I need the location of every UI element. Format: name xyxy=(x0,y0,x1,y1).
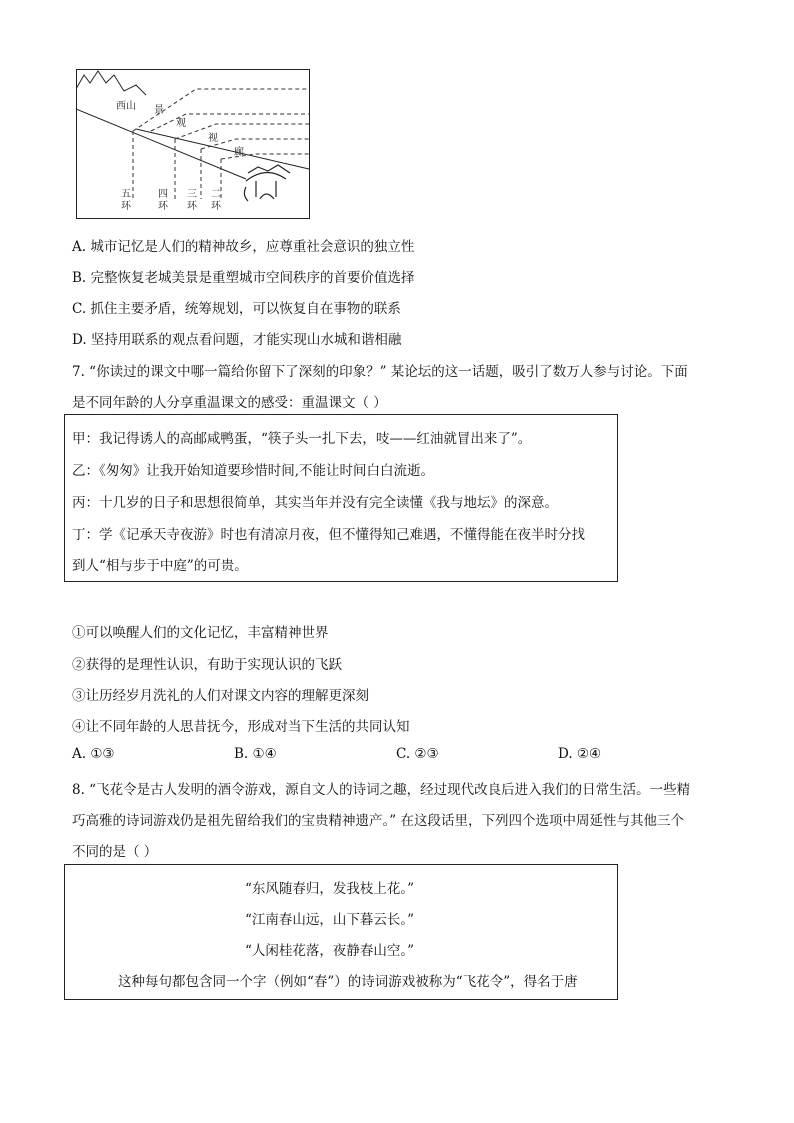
label-xishan: 西山 xyxy=(116,101,136,112)
q7-quote-yi: 乙：《匆匆》让我开始知道要珍惜时间,不能让时间白白流逝。 xyxy=(72,463,435,479)
q7-choice-d: D. ②④ xyxy=(558,746,602,762)
label-shi: 视 xyxy=(208,133,218,144)
q7-statement-4: ④让不同年龄的人思昔抚今，形成对当下生活的共同认知 xyxy=(72,719,410,735)
q8-stem-line-3: 不同的是（ ） xyxy=(72,844,158,860)
q8-explanation: 这种每句都包含同一个字（例如“春”）的诗词游戏被称为“飞花令”，得名于唐 xyxy=(118,974,578,990)
q8-poem-line-2: “江南春山远，山下暮云长。” xyxy=(245,912,415,928)
label-ring4-a: 四 xyxy=(158,189,168,200)
q8-poem-line-1: “东风随春归，发我枝上花。” xyxy=(245,881,415,897)
label-guan: 观 xyxy=(176,118,186,129)
q7-choice-c: C. ②③ xyxy=(396,746,439,762)
q8-stem-line-2: 巧高雅的诗词游戏仍是祖先留给我们的宝贵精神遗产。” 在这段话里，下列四个选项中周延性与其他三个 xyxy=(72,813,684,829)
q6-option-b: B. 完整恢复老城美景是重塑城市空间秩序的首要价值选择 xyxy=(72,270,415,286)
figure-svg xyxy=(76,69,310,219)
label-ring2-b: 环 xyxy=(211,201,221,212)
label-lang: 廊 xyxy=(234,147,244,158)
q6-option-a: A. 城市记忆是人们的精神故乡，应尊重社会意识的独立性 xyxy=(72,239,415,255)
q7-stem-line-2: 是不同年龄的人分享重温课文的感受：重温课文（ ） xyxy=(72,395,387,411)
q8-poem-line-3: “人闲桂花落，夜静春山空。” xyxy=(245,943,415,959)
q7-quote-ding-1: 丁：学《记承天寺夜游》时也有清凉月夜，但不懂得知己难遇，不懂得能在夜半时分找 xyxy=(72,527,585,543)
q7-statement-2: ②获得的是理性认识，有助于实现认识的飞跃 xyxy=(72,657,342,673)
q7-choice-a: A. ①③ xyxy=(72,746,115,762)
label-ring3-b: 环 xyxy=(187,201,197,212)
label-ring5-b: 环 xyxy=(121,201,131,212)
q6-option-c: C. 抓住主要矛盾，统筹规划，可以恢复自在事物的联系 xyxy=(72,301,401,317)
label-ring3-a: 三 xyxy=(187,189,197,200)
q7-quote-ding-2: 到人“相与步于中庭”的可贵。 xyxy=(72,558,248,574)
label-ring5-a: 五 xyxy=(121,189,131,200)
label-ring4-b: 环 xyxy=(158,201,168,212)
q7-quote-bing: 丙：十几岁的日子和思想很简单，其实当年并没有完全读懂《我与地坛》的深意。 xyxy=(72,495,558,511)
q7-statement-3: ③让历经岁月洗礼的人们对课文内容的理解更深刻 xyxy=(72,688,369,704)
q7-stem-line-1: 7. “你读过的课文中哪一篇给你留下了深刻的印象？” 某论坛的这一话题，吸引了数万人参与讨论。下面 xyxy=(72,364,688,380)
q8-stem-line-1: 8. “飞花令是古人发明的酒令游戏，源自文人的诗词之趣，经过现代改良后进入我们的日常生活。一些精 xyxy=(72,782,691,798)
q7-quote-jia: 甲：我记得诱人的高邮咸鸭蛋，“筷子头一扎下去，吱——红油就冒出来了”。 xyxy=(72,431,532,447)
landscape-corridor-figure xyxy=(76,69,310,219)
label-jing: 景 xyxy=(154,105,164,116)
q7-statement-1: ①可以唤醒人们的文化记忆，丰富精神世界 xyxy=(72,625,329,641)
label-ring2-a: 二 xyxy=(211,189,221,200)
q6-option-d: D. 坚持用联系的观点看问题，才能实现山水城和谐相融 xyxy=(72,332,402,348)
q7-choice-b: B. ①④ xyxy=(234,746,277,762)
